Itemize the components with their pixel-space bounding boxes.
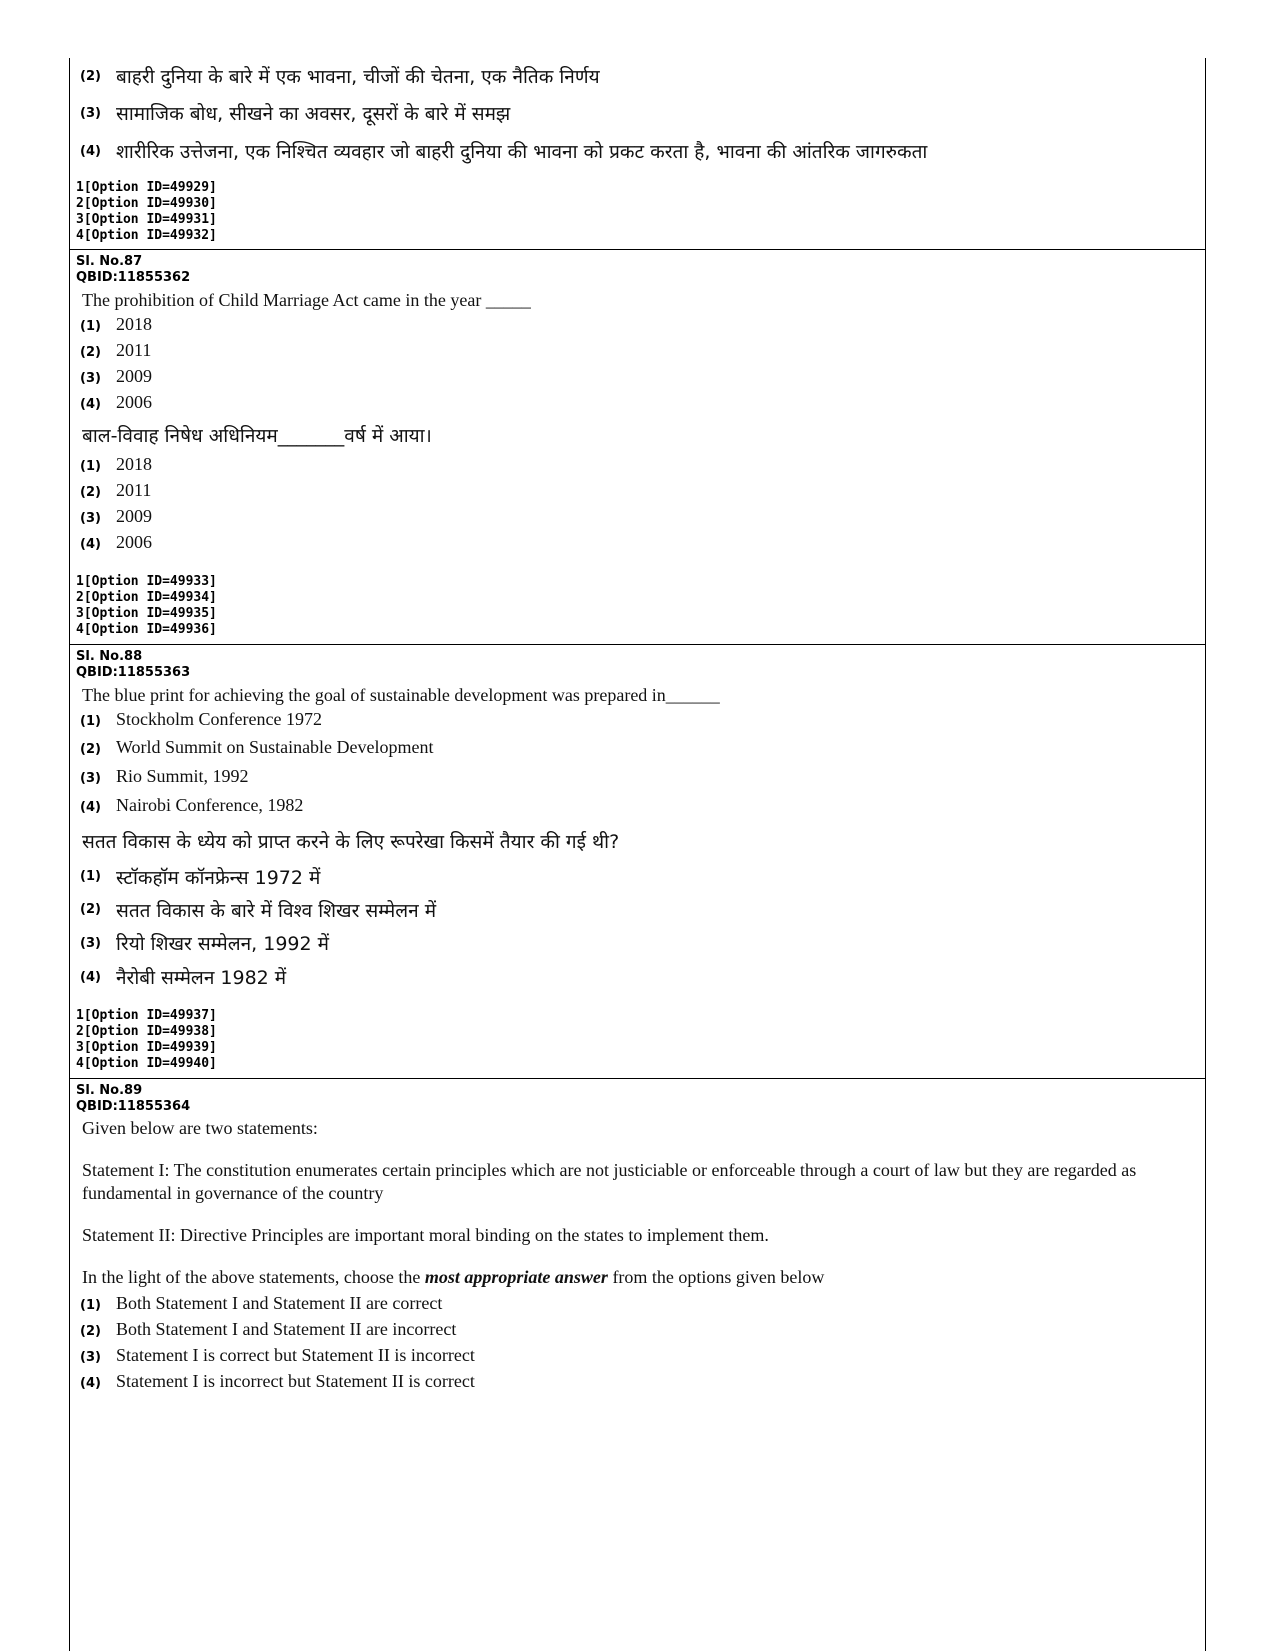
- option-item: [70, 1293, 1205, 1319]
- question-text-hi: बाल-विवाह निषेध अधिनियम_______वर्ष में आया।: [82, 425, 432, 447]
- option-item: [70, 506, 1205, 532]
- question-paper-frame: [69, 58, 1206, 1651]
- question-divider: [70, 644, 1205, 645]
- option-text: 2018: [116, 454, 152, 474]
- qbid: QBID:11855363: [76, 665, 191, 680]
- option-text: 2006: [116, 532, 152, 552]
- option-number: (3): [80, 771, 101, 786]
- option-number: (1): [80, 459, 101, 474]
- option-number: (3): [80, 511, 101, 526]
- option-item: [70, 94, 1205, 132]
- instruction-text: In the light of the above statements, choose the: [82, 1267, 425, 1287]
- option-text: Nairobi Conference, 1982: [116, 795, 304, 815]
- option-id: 4[Option ID=49932]: [76, 228, 217, 243]
- option-number: (2): [80, 485, 101, 500]
- option-text: Both Statement I and Statement II are correct: [116, 1293, 443, 1313]
- instruction-emphasis: most appropriate answer: [424, 1267, 608, 1287]
- option-id: 1[Option ID=49933]: [76, 574, 217, 589]
- option-id: 4[Option ID=49936]: [76, 622, 217, 637]
- option-text: Both Statement I and Statement II are incorrect: [116, 1319, 457, 1339]
- option-item: [70, 1345, 1205, 1371]
- option-item: [70, 58, 1205, 94]
- option-text: सामाजिक बोध, सीखने का अवसर, दूसरों के बारे में समझ: [116, 103, 511, 125]
- instruction-text: from the options given below: [607, 1267, 825, 1287]
- option-item: [70, 737, 1205, 766]
- option-text: Statement I is correct but Statement II is incorrect: [116, 1345, 475, 1365]
- option-item: [70, 132, 1205, 170]
- option-item: [70, 480, 1205, 506]
- qbid: QBID:11855362: [76, 270, 191, 285]
- serial-number: Sl. No.88: [76, 649, 143, 664]
- option-text: 2009: [116, 506, 152, 526]
- option-item: [70, 392, 1205, 418]
- option-text: 2009: [116, 366, 152, 386]
- option-text: 2011: [116, 340, 152, 360]
- option-number: (3): [80, 105, 101, 121]
- question-88: [70, 649, 1205, 1072]
- option-text: सतत विकास के बारे में विश्व शिखर सम्मेलन में: [116, 899, 437, 922]
- question-text-hi: सतत विकास के ध्येय को प्राप्त करने के लिए रूपरेखा किसमें तैयार की गई थी?: [82, 831, 620, 853]
- option-number: (4): [80, 143, 101, 159]
- question-divider: [70, 249, 1205, 250]
- question-87: [70, 254, 1205, 638]
- option-item: [70, 766, 1205, 795]
- option-item: [70, 1319, 1205, 1345]
- option-text: बाहरी दुनिया के बारे में एक भावना, चीजों की चेतना, एक नैतिक निर्णय: [116, 66, 600, 88]
- option-number: (3): [80, 371, 101, 386]
- option-text: 2011: [116, 480, 152, 500]
- option-text: नैरोबी सम्मेलन 1982 में: [116, 967, 287, 989]
- option-text: Rio Summit, 1992: [116, 766, 249, 786]
- option-item: [70, 366, 1205, 392]
- option-item: [70, 709, 1205, 737]
- option-id: 3[Option ID=49939]: [76, 1040, 217, 1055]
- question-intro: Given below are two statements:: [82, 1118, 318, 1138]
- option-number: (2): [80, 1324, 101, 1339]
- question-instruction: [70, 1266, 1205, 1289]
- option-number: (2): [80, 902, 101, 917]
- option-item: [70, 893, 1205, 926]
- option-text: स्टॉकहॉम कॉनफ्रेन्स 1972 में: [116, 866, 321, 889]
- option-item: [70, 532, 1205, 558]
- option-id: 2[Option ID=49938]: [76, 1024, 217, 1039]
- option-item: [70, 340, 1205, 366]
- option-number: (4): [80, 537, 101, 552]
- option-item: [70, 314, 1205, 340]
- option-number: (2): [80, 345, 101, 360]
- option-number: (1): [80, 714, 101, 729]
- option-number: (1): [80, 1298, 101, 1313]
- option-text: शारीरिक उत्तेजना, एक निश्चित व्यवहार जो बाहरी दुनिया की भावना को प्रकट करता है, भावना की आंतरिक जागरुकता: [116, 141, 928, 163]
- option-item: [70, 1371, 1205, 1397]
- option-item: [70, 860, 1205, 893]
- option-item: [70, 795, 1205, 824]
- qbid: QBID:11855364: [76, 1099, 191, 1114]
- option-text: 2018: [116, 314, 152, 334]
- option-number: (3): [80, 1350, 101, 1365]
- option-number: (3): [80, 935, 101, 951]
- option-number: (1): [80, 319, 101, 334]
- option-item: [70, 454, 1205, 480]
- option-text: 2006: [116, 392, 152, 412]
- prev-question-tail: [70, 58, 1205, 244]
- option-item: [70, 960, 1205, 994]
- option-id: 2[Option ID=49930]: [76, 196, 217, 211]
- option-id: 3[Option ID=49931]: [76, 212, 217, 227]
- option-item: [70, 926, 1205, 960]
- question-divider: [70, 1078, 1205, 1079]
- statement-2: Statement II: Directive Principles are important moral binding on the states to implement them.: [82, 1225, 769, 1245]
- option-text: रियो शिखर सम्मेलन, 1992 में: [116, 933, 330, 955]
- question-89: [70, 1083, 1205, 1397]
- option-id: 4[Option ID=49940]: [76, 1056, 217, 1071]
- question-text-en: The blue print for achieving the goal of sustainable development was prepared in______: [82, 685, 720, 705]
- question-text-en: The prohibition of Child Marriage Act came in the year _____: [82, 290, 531, 310]
- option-id: 2[Option ID=49934]: [76, 590, 217, 605]
- serial-number: Sl. No.89: [76, 1083, 143, 1098]
- option-id: 3[Option ID=49935]: [76, 606, 217, 621]
- option-number: (4): [80, 1376, 101, 1391]
- option-number: (4): [80, 969, 101, 985]
- option-number: (4): [80, 397, 101, 412]
- serial-number: Sl. No.87: [76, 254, 143, 269]
- option-id: 1[Option ID=49937]: [76, 1008, 217, 1023]
- option-number: (2): [80, 742, 101, 757]
- option-number: (1): [80, 869, 101, 884]
- option-number: (2): [80, 68, 101, 84]
- option-number: (4): [80, 800, 101, 815]
- option-text: World Summit on Sustainable Development: [116, 737, 434, 757]
- statement-1: Statement I: The constitution enumerates certain principles which are not justiciable or enforceable through a court of law but they are regarded as fundamental in governance of the country: [82, 1160, 1137, 1203]
- option-id: 1[Option ID=49929]: [76, 180, 217, 195]
- option-text: Stockholm Conference 1972: [116, 709, 322, 729]
- option-text: Statement I is incorrect but Statement II is correct: [116, 1371, 475, 1391]
